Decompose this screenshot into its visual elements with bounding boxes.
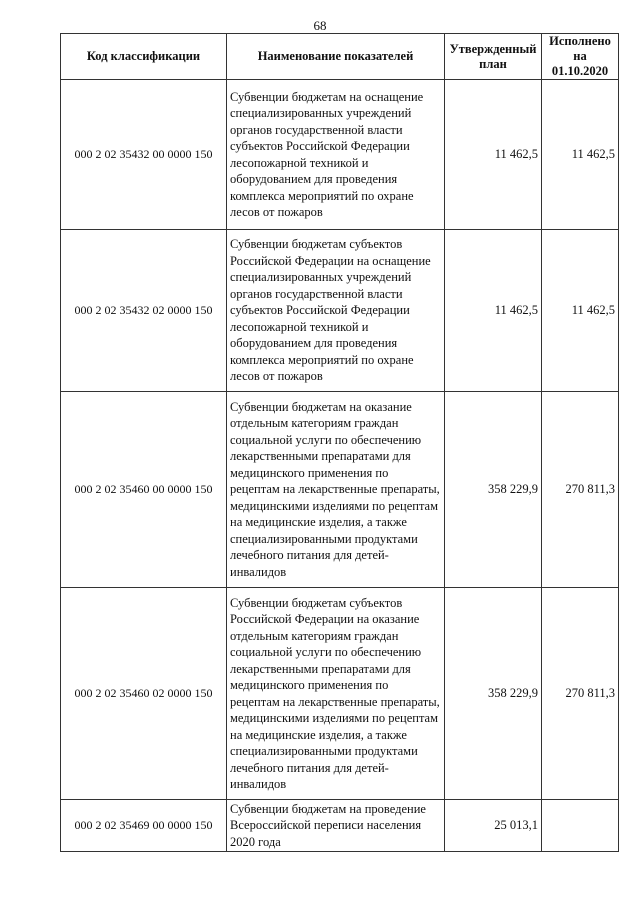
- header-plan-line2: план: [479, 56, 507, 71]
- table-row: [61, 392, 619, 588]
- row-plan: 11 462,5: [445, 230, 542, 392]
- row-code: 000 2 02 35460 00 0000 150: [61, 392, 227, 588]
- row-executed: 11 462,5: [542, 230, 619, 392]
- row-executed: 270 811,3: [542, 392, 619, 588]
- header-row: [61, 34, 619, 80]
- table-body: [61, 80, 619, 852]
- page-number: 68: [313, 18, 327, 33]
- row-plan: 358 229,9: [445, 588, 542, 800]
- row-executed: [542, 800, 619, 852]
- row-plan: 25 013,1: [445, 800, 542, 852]
- row-name: Субвенции бюджетам на оказание отдельным категориям граждан социальной услуги по обеспечению лекарственными препаратами для медицинского применения по рецептам на лекарственные препараты, медицинскими изделиями по рецептам на медицинские изделия, а также специализированными продуктами лечебного питания для детей-инвалидов: [227, 392, 445, 588]
- row-code: 000 2 02 35432 00 0000 150: [61, 80, 227, 230]
- table-header: [61, 34, 619, 80]
- row-name: Субвенции бюджетам на оснащение специализированных учреждений органов государственной власти субъектов Российской Федерации лесопожарной техникой и оборудованием для проведения комплекса мероприятий по охране лесов от пожаров: [227, 80, 445, 230]
- row-plan: 11 462,5: [445, 80, 542, 230]
- row-name: Субвенции бюджетам субъектов Российской Федерации на оказание отдельным категориям граждан социальной услуги по обеспечению лекарственными препаратами для медицинского применения по рецептам на лекарственные препараты, медицинскими изделиями по рецептам на медицинские изделия, а также специализированными продуктами лечебного питания для детей-инвалидов: [227, 588, 445, 800]
- table-row: [61, 800, 619, 852]
- row-name: Субвенции бюджетам на проведение Всероссийской переписи населения 2020 года: [227, 800, 445, 852]
- header-executed-line2: на 01.10.2020: [551, 49, 609, 78]
- row-name: Субвенции бюджетам субъектов Российской Федерации на оснащение специализированных учреждений органов государственной власти субъектов Российской Федерации лесопожарной техникой и оборудованием для проведения комплекса мероприятий по охране лесов от пожаров: [227, 230, 445, 392]
- header-plan-line1: Утвержденный: [449, 41, 537, 56]
- header-executed: [542, 34, 619, 80]
- header-name: Наименование показателей: [227, 34, 445, 80]
- row-plan: 358 229,9: [445, 392, 542, 588]
- header-code: Код классификации: [61, 34, 227, 80]
- table-row: [61, 230, 619, 392]
- table-row: [61, 588, 619, 800]
- header-plan: [445, 34, 542, 80]
- row-executed: 270 811,3: [542, 588, 619, 800]
- header-executed-line1: Исполнено: [549, 34, 611, 48]
- row-code: 000 2 02 35460 02 0000 150: [61, 588, 227, 800]
- row-code: 000 2 02 35432 02 0000 150: [61, 230, 227, 392]
- row-code: 000 2 02 35469 00 0000 150: [61, 800, 227, 852]
- table-row: [61, 80, 619, 230]
- budget-table: [60, 33, 619, 852]
- row-executed: 11 462,5: [542, 80, 619, 230]
